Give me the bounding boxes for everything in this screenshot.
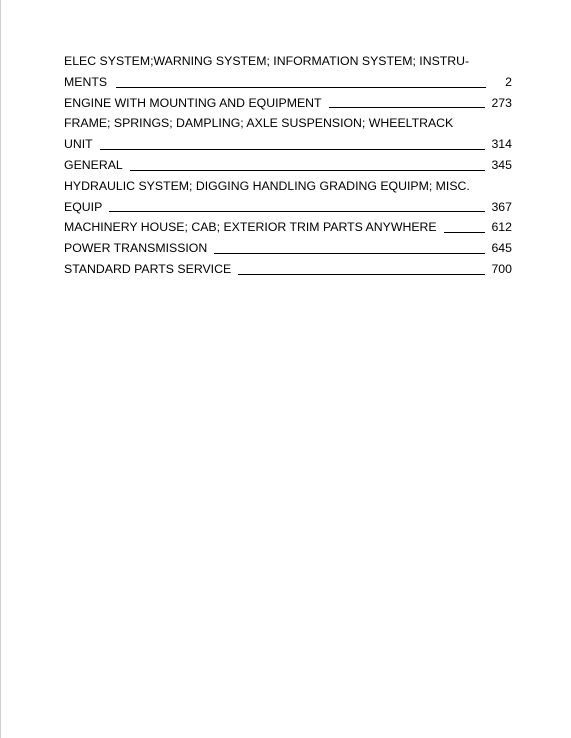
toc-entry-power-transmission[interactable]	[64, 238, 512, 259]
toc-entry-title-line: FRAME; SPRINGS; DAMPLING; AXLE SUSPENSION; WHEELTRACK	[64, 116, 454, 131]
toc-leader-line	[214, 253, 485, 254]
toc-leader-line	[116, 87, 486, 88]
toc-page-number: 345	[491, 157, 512, 172]
toc-entry-title: MENTS	[64, 74, 108, 89]
toc-entry-row	[64, 93, 512, 114]
toc-entry-title: ENGINE WITH MOUNTING AND EQUIPMENT	[64, 95, 322, 110]
toc-page-number: 314	[491, 137, 512, 152]
toc-leader-line	[329, 107, 486, 108]
toc-entry-title-line: HYDRAULIC SYSTEM; DIGGING HANDLING GRADING EQUIPM; MISC.	[64, 178, 470, 193]
toc-page-number: 367	[491, 199, 512, 214]
toc-leader-line	[100, 149, 486, 150]
toc-leader-line	[130, 170, 486, 171]
toc-entry-engine[interactable]	[64, 93, 512, 114]
toc-page-number: 273	[491, 95, 512, 110]
table-of-contents	[64, 51, 512, 280]
toc-entry-row	[64, 155, 512, 176]
toc-leader-line	[109, 211, 485, 212]
toc-entry-general[interactable]	[64, 155, 512, 176]
toc-leader-line	[444, 232, 486, 233]
toc-entry-machinery-house[interactable]	[64, 217, 512, 238]
toc-page-number: 612	[491, 220, 512, 235]
toc-entry-row	[64, 238, 512, 259]
toc-entry-row	[64, 72, 512, 93]
toc-entry-title: POWER TRANSMISSION	[64, 241, 208, 256]
toc-entry-elec-system[interactable]	[64, 51, 512, 93]
toc-entry-title-line: ELEC SYSTEM;WARNING SYSTEM; INFORMATION SYSTEM; INSTRU-	[64, 54, 470, 68]
toc-entry-frame[interactable]	[64, 113, 512, 155]
toc-entry-row	[64, 259, 512, 280]
toc-entry-hydraulic[interactable]	[64, 176, 512, 218]
toc-page-number: 700	[491, 261, 512, 276]
toc-entry-title: STANDARD PARTS SERVICE	[64, 261, 232, 276]
toc-entry-row	[64, 197, 512, 218]
toc-entry-title: MACHINERY HOUSE; CAB; EXTERIOR TRIM PARTS ANYWHERE	[64, 220, 437, 235]
toc-entry-standard-parts[interactable]	[64, 259, 512, 280]
toc-entry-row	[64, 217, 512, 238]
toc-entry-title: GENERAL	[64, 157, 123, 172]
toc-page-number: 2	[505, 74, 512, 89]
toc-leader-line	[238, 274, 485, 275]
toc-entry-row	[64, 134, 512, 155]
toc-page-number: 645	[491, 241, 512, 256]
toc-entry-title: UNIT	[64, 137, 93, 152]
toc-entry-title: EQUIP	[64, 199, 103, 214]
